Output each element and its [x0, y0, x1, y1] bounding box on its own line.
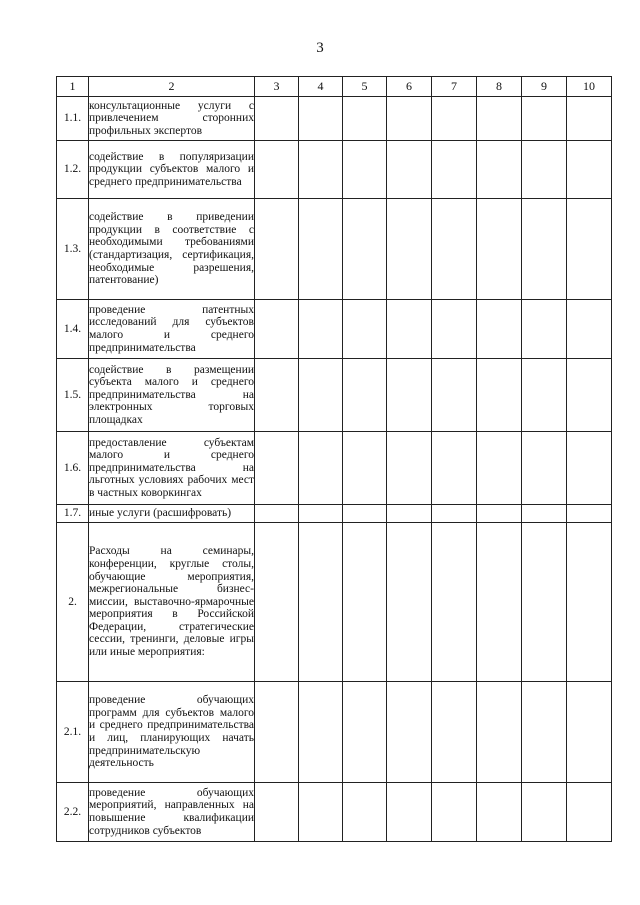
- row-description: проведение обучающих программ для субъектов малого и среднего предпринимательства и лиц, планирующих начать предпринимательскую деятельность: [89, 682, 255, 783]
- header-cell: 3: [255, 77, 299, 97]
- empty-cell: [387, 199, 432, 300]
- empty-cell: [522, 199, 567, 300]
- empty-cell: [387, 97, 432, 141]
- empty-cell: [387, 300, 432, 359]
- empty-cell: [387, 432, 432, 505]
- empty-cell: [477, 141, 522, 199]
- empty-cell: [343, 523, 387, 682]
- empty-cell: [477, 300, 522, 359]
- empty-cell: [477, 505, 522, 523]
- row-description: содействие в популяризации продукции субъектов малого и среднего предпринимательства: [89, 141, 255, 199]
- empty-cell: [432, 523, 477, 682]
- table-row: [57, 97, 612, 141]
- empty-cell: [343, 97, 387, 141]
- empty-cell: [255, 300, 299, 359]
- empty-cell: [522, 783, 567, 842]
- row-number: 2.: [57, 523, 89, 682]
- empty-cell: [387, 682, 432, 783]
- table-row: [57, 300, 612, 359]
- empty-cell: [432, 505, 477, 523]
- header-cell: 2: [89, 77, 255, 97]
- empty-cell: [255, 432, 299, 505]
- empty-cell: [477, 97, 522, 141]
- empty-cell: [432, 199, 477, 300]
- empty-cell: [432, 682, 477, 783]
- row-number: 2.1.: [57, 682, 89, 783]
- header-cell: 5: [343, 77, 387, 97]
- empty-cell: [343, 505, 387, 523]
- empty-cell: [343, 783, 387, 842]
- row-description: содействие в приведении продукции в соответствие с необходимыми требованиями (стандартизация, сертификация, необходимые разрешения, патентование): [89, 199, 255, 300]
- table-row: [57, 359, 612, 432]
- empty-cell: [432, 300, 477, 359]
- header-cell: 1: [57, 77, 89, 97]
- empty-cell: [567, 141, 612, 199]
- empty-cell: [255, 505, 299, 523]
- empty-cell: [432, 141, 477, 199]
- expense-table: [56, 76, 612, 842]
- empty-cell: [255, 141, 299, 199]
- table-row: [57, 432, 612, 505]
- row-number: 1.6.: [57, 432, 89, 505]
- empty-cell: [567, 682, 612, 783]
- empty-cell: [567, 359, 612, 432]
- empty-cell: [387, 359, 432, 432]
- empty-cell: [299, 97, 343, 141]
- empty-cell: [343, 141, 387, 199]
- empty-cell: [387, 505, 432, 523]
- empty-cell: [299, 300, 343, 359]
- table-row: [57, 523, 612, 682]
- empty-cell: [567, 523, 612, 682]
- empty-cell: [522, 97, 567, 141]
- empty-cell: [522, 359, 567, 432]
- empty-cell: [567, 97, 612, 141]
- row-description: проведение патентных исследований для субъектов малого и среднего предпринимательства: [89, 300, 255, 359]
- empty-cell: [343, 359, 387, 432]
- row-number: 1.2.: [57, 141, 89, 199]
- table-row: [57, 199, 612, 300]
- empty-cell: [477, 432, 522, 505]
- empty-cell: [299, 432, 343, 505]
- row-description: проведение обучающих мероприятий, направленных на повышение квалификации сотрудников субъектов: [89, 783, 255, 842]
- empty-cell: [387, 783, 432, 842]
- empty-cell: [343, 432, 387, 505]
- empty-cell: [299, 199, 343, 300]
- empty-cell: [255, 97, 299, 141]
- empty-cell: [567, 432, 612, 505]
- empty-cell: [477, 199, 522, 300]
- row-description: содействие в размещении субъекта малого и среднего предпринимательства на электронных торговых площадках: [89, 359, 255, 432]
- empty-cell: [255, 682, 299, 783]
- empty-cell: [343, 682, 387, 783]
- page-number: 3: [316, 40, 324, 56]
- empty-cell: [432, 783, 477, 842]
- header-cell: 8: [477, 77, 522, 97]
- empty-cell: [299, 682, 343, 783]
- empty-cell: [567, 783, 612, 842]
- empty-cell: [387, 523, 432, 682]
- row-description: иные услуги (расшифровать): [89, 505, 255, 523]
- empty-cell: [567, 505, 612, 523]
- empty-cell: [299, 359, 343, 432]
- table-row: [57, 505, 612, 523]
- empty-cell: [255, 199, 299, 300]
- table-row: [57, 141, 612, 199]
- row-number: 2.2.: [57, 783, 89, 842]
- header-cell: 6: [387, 77, 432, 97]
- row-number: 1.3.: [57, 199, 89, 300]
- empty-cell: [343, 300, 387, 359]
- empty-cell: [567, 300, 612, 359]
- empty-cell: [299, 783, 343, 842]
- header-row: [57, 77, 612, 97]
- empty-cell: [477, 523, 522, 682]
- empty-cell: [477, 359, 522, 432]
- table-row: [57, 783, 612, 842]
- empty-cell: [432, 359, 477, 432]
- table-row: [57, 682, 612, 783]
- row-description: консультационные услуги с привлечением сторонних профильных экспертов: [89, 97, 255, 141]
- empty-cell: [477, 682, 522, 783]
- empty-cell: [299, 505, 343, 523]
- header-cell: 10: [567, 77, 612, 97]
- empty-cell: [299, 523, 343, 682]
- header-cell: 9: [522, 77, 567, 97]
- empty-cell: [567, 199, 612, 300]
- row-number: 1.4.: [57, 300, 89, 359]
- header-cell: 4: [299, 77, 343, 97]
- row-description: предоставление субъектам малого и среднего предпринимательства на льготных условиях рабочих мест в частных коворкингах: [89, 432, 255, 505]
- empty-cell: [522, 682, 567, 783]
- empty-cell: [522, 523, 567, 682]
- empty-cell: [299, 141, 343, 199]
- row-number: 1.5.: [57, 359, 89, 432]
- empty-cell: [522, 141, 567, 199]
- empty-cell: [522, 505, 567, 523]
- empty-cell: [343, 199, 387, 300]
- empty-cell: [255, 359, 299, 432]
- row-description: Расходы на семинары, конференции, круглые столы, обучающие мероприятия, межрегиональные бизнес-миссии, выставочно-ярмарочные мероприятия в Российской Федерации, стратегические сессии, тренинги, деловые игры или иные мероприятия:: [89, 523, 255, 682]
- empty-cell: [432, 432, 477, 505]
- empty-cell: [255, 783, 299, 842]
- row-number: 1.1.: [57, 97, 89, 141]
- header-cell: 7: [432, 77, 477, 97]
- empty-cell: [477, 783, 522, 842]
- empty-cell: [522, 300, 567, 359]
- empty-cell: [255, 523, 299, 682]
- empty-cell: [522, 432, 567, 505]
- empty-cell: [387, 141, 432, 199]
- row-number: 1.7.: [57, 505, 89, 523]
- empty-cell: [432, 97, 477, 141]
